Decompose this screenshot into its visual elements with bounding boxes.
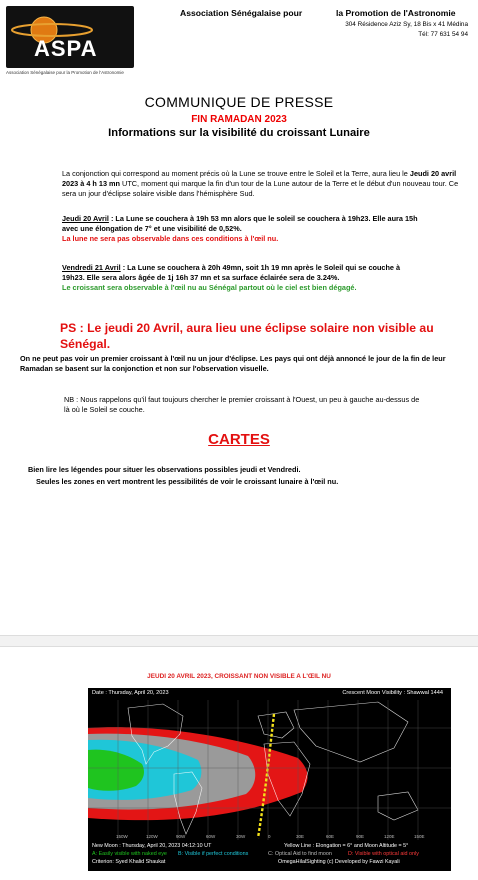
nb-note: NB : Nous rappelons qu'il faut toujours chercher le premier croissant à l'Ouest, un peu à gauche au-dessus de là où le Soleil se couche. xyxy=(64,395,420,414)
eclipse-note: On ne peut pas voir un premier croissant à l'œil nu un jour d'éclipse. Les pays qui ont déjà annoncé le jour de la fin de leur Ramadan se basent sur la conjonction et non sur l'observation visuelle. xyxy=(20,354,446,373)
lon-tick: 90W xyxy=(176,834,186,839)
legend-d: D: Visible with optical aid only xyxy=(348,851,419,857)
logo-subtitle: Association Sénégalaise pour la Promotion de l'Astronomie xyxy=(6,70,124,75)
lon-tick: 150E xyxy=(414,834,425,839)
lon-tick: 60E xyxy=(326,834,335,839)
org-phone: Tél: 77 631 54 94 xyxy=(418,30,468,38)
lon-tick: 30W xyxy=(236,834,246,839)
legend-b: B: Visible if perfect conditions xyxy=(178,851,249,857)
cartes-line-2: Seules les zones en vert montrent les pessibilités de voir le croissant lunaire à l'œil nu. xyxy=(36,477,339,486)
jeudi-paragraph xyxy=(62,214,432,244)
jeudi-text: : La Lune se couchera à 19h 53 mn alors que le soleil se couchera à 19h23. Elle aura 15h avec une élongation de 7° et une visibilité de 0,52%. xyxy=(62,214,418,233)
page-title: COMMUNIQUE DE PRESSE xyxy=(144,94,334,110)
vendredi-label: Vendredi 21 Avril xyxy=(62,263,121,272)
logo-text: ASPA xyxy=(34,36,98,61)
lon-tick: 60W xyxy=(206,834,216,839)
criterion-label: Criterion: Syed Khalid Shaukat xyxy=(92,859,166,865)
conjunction-date: Jeudi 20 avril 2023 à 4 h 13 mn xyxy=(62,169,457,188)
map-caption: JEUDI 20 AVRIL 2023, CROISSANT NON VISIBLE A L'ŒIL NU xyxy=(147,673,331,680)
map-date: Date : Thursday, April 20, 2023 xyxy=(92,690,169,696)
new-moon-label: New Moon : Thursday, April 20, 2023 04:12:10 UT xyxy=(92,843,212,849)
lon-tick: 120E xyxy=(384,834,395,839)
page-separator xyxy=(0,635,478,647)
aspa-logo xyxy=(6,6,134,68)
lon-tick: 150W xyxy=(116,834,128,839)
vendredi-note: Le croissant sera observable à l'œil nu au Sénégal partout où le ciel est bien dégagé. xyxy=(62,283,357,292)
legend-a: A: Easily visible with naked eye xyxy=(92,851,167,857)
lon-tick: 90E xyxy=(356,834,365,839)
org-name-left: Association Sénégalaise pour xyxy=(180,8,303,18)
vendredi-text: : La Lune se couchera à 20h 49mn, soit 1h 19 mn après le Soleil qui se couche à 19h23. Elle sera alors âgée de 1j 16h 37 mn et sa surface éclairée sera de 3.24%. xyxy=(62,263,401,282)
visibility-map xyxy=(88,688,451,871)
map-visibility-title: Crescent Moon Visibility : Shawwal 1444 xyxy=(342,690,443,696)
cartes-heading: CARTES xyxy=(208,431,270,448)
legend-c: C: Optical Aid to find moon xyxy=(268,851,332,857)
lon-tick: 0 xyxy=(268,834,271,839)
page-heading: Informations sur la visibilité du croissant Lunaire xyxy=(108,127,370,139)
jeudi-label: Jeudi 20 Avril xyxy=(62,214,109,223)
lon-ticks xyxy=(88,834,451,841)
map-credit: OmegaHilalSighting (c) Developed by Fawzi Kayali xyxy=(278,859,400,865)
jeudi-note: La lune ne sera pas observable dans ces conditions à l'œil nu. xyxy=(62,234,279,243)
org-name-right: la Promotion de l'Astronomie xyxy=(336,8,456,18)
org-address: 304 Résidence Aziz Sy, 18 Bis x 41 Médina xyxy=(345,21,468,28)
intro-text-1: La conjonction qui correspond au moment précis où la Lune se trouve entre le Soleil et la Terre, aura lieu le xyxy=(62,169,410,178)
lon-tick: 120W xyxy=(146,834,158,839)
yellow-line-label: Yellow Line : Elongation = 6° and Moon Altitude = 5° xyxy=(284,843,409,849)
intro-paragraph xyxy=(62,169,462,199)
intro-text-2: UTC, moment qui marque la fin d'un tour de la Lune autour de la Terre et le début d'un nouveau tour. Ce sera un jour d'éclipse solaire visible dans l'hémisphère Sud. xyxy=(62,179,459,198)
map-legend xyxy=(88,841,451,871)
cartes-line-1: Bien lire les légendes pour situer les observations possibles jeudi et Vendredi. xyxy=(28,465,301,474)
lon-tick: 30E xyxy=(296,834,305,839)
page-subtitle: FIN RAMADAN 2023 xyxy=(191,114,287,125)
eclipse-ps: PS : Le jeudi 20 Avril, aura lieu une éclipse solaire non visible au Sénégal. xyxy=(60,321,434,351)
vendredi-paragraph xyxy=(62,263,422,293)
org-contact xyxy=(345,20,468,39)
